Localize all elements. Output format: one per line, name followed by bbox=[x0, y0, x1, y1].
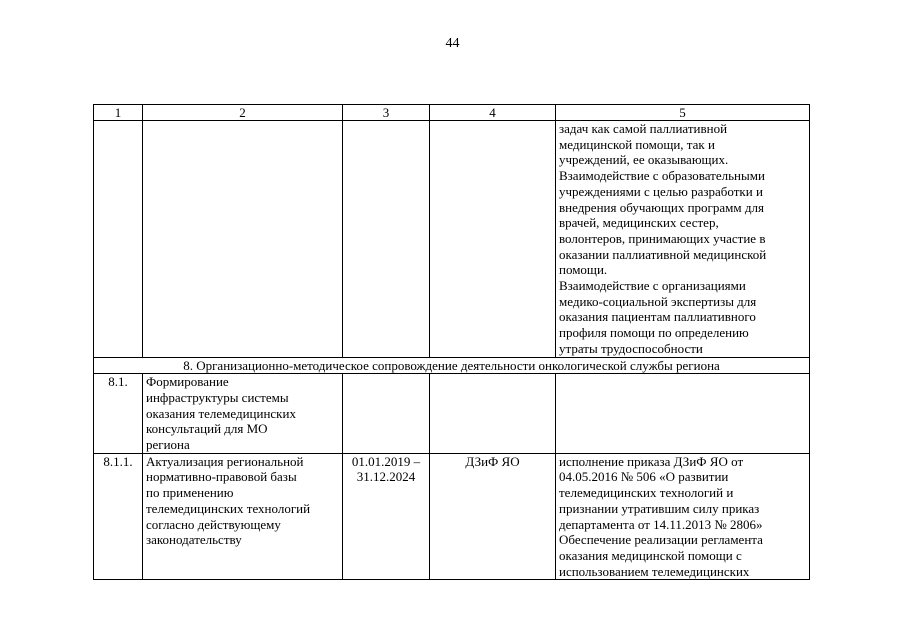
continuation-row bbox=[94, 121, 810, 358]
text-line: оказания медицинской помощи с bbox=[559, 547, 742, 563]
activity-cell bbox=[143, 453, 343, 580]
text-line: Взаимодействие с образовательными bbox=[559, 168, 765, 184]
text-line: законодательству bbox=[146, 532, 242, 548]
text-line: утраты трудоспособности bbox=[559, 340, 703, 356]
text-line: врачей, медицинских сестер, bbox=[559, 215, 719, 231]
text-line: консультаций для МО bbox=[146, 421, 268, 437]
continuation-description-cell bbox=[556, 121, 810, 358]
table-row-8-1-1 bbox=[94, 453, 810, 580]
text-line: нормативно-правовой базы bbox=[146, 469, 297, 485]
text-line: волонтеров, принимающих участие в bbox=[559, 230, 766, 246]
text-line: по применению bbox=[146, 485, 234, 501]
description-cell bbox=[556, 453, 810, 580]
text-line: помощи. bbox=[559, 262, 608, 278]
text-line: 01.01.2019 – bbox=[351, 453, 421, 469]
text-line: Взаимодействие с организациями bbox=[559, 278, 746, 294]
responsible-cell: ДЗиФ ЯО bbox=[430, 453, 556, 580]
page-number: 44 bbox=[445, 36, 460, 51]
header-cell-1: 1 bbox=[94, 105, 143, 121]
period-cell bbox=[343, 453, 430, 580]
description-cell bbox=[556, 374, 810, 454]
section-row bbox=[94, 357, 810, 374]
text-line: инфраструктуры системы bbox=[146, 389, 289, 405]
text-line: исполнение приказа ДЗиФ ЯО от bbox=[559, 453, 744, 469]
text-line: учреждений, ее оказывающих. bbox=[559, 152, 729, 168]
header-cell-4: 4 bbox=[430, 105, 556, 121]
text-line: 31.12.2024 bbox=[356, 469, 416, 485]
activity-cell bbox=[143, 374, 343, 454]
text-line: Обеспечение реализации регламента bbox=[559, 532, 763, 548]
continuation-num-cell bbox=[94, 121, 143, 358]
continuation-col2-cell bbox=[143, 121, 343, 358]
text-line: оказания пациентам паллиативного bbox=[559, 309, 756, 325]
text-line: оказания телемедицинских bbox=[146, 405, 296, 421]
text-line: задач как самой паллиативной bbox=[559, 121, 728, 136]
text-line: внедрения обучающих программ для bbox=[559, 199, 764, 215]
text-line: региона bbox=[146, 437, 190, 453]
header-cell-2: 2 bbox=[143, 105, 343, 121]
table-row-8-1 bbox=[94, 374, 810, 454]
header-cell-3: 3 bbox=[343, 105, 430, 121]
text-line: департамента от 14.11.2013 № 2806» bbox=[559, 516, 763, 532]
plan-table bbox=[93, 104, 810, 580]
row-number: 8.1. bbox=[94, 374, 143, 454]
continuation-col3-cell bbox=[343, 121, 430, 358]
text-line: 04.05.2016 № 506 «О развитии bbox=[559, 469, 729, 485]
text-line: Актуализация региональной bbox=[146, 453, 304, 469]
section-title: 8. Организационно-методическое сопровождение деятельности онкологической службы региона bbox=[94, 357, 810, 374]
responsible-cell bbox=[430, 374, 556, 454]
text-line: медицинской помощи, так и bbox=[559, 136, 715, 152]
text-line: профиля помощи по определению bbox=[559, 325, 749, 341]
text-line: признании утратившим силу приказ bbox=[559, 500, 760, 516]
text-line: согласно действующему bbox=[146, 516, 281, 532]
text-line: телемедицинских технологий bbox=[146, 500, 311, 516]
text-line: Формирование bbox=[146, 374, 229, 390]
table-header-row bbox=[94, 105, 810, 121]
text-line: телемедицинских технологий и bbox=[559, 485, 734, 501]
text-line: оказании паллиативной медицинской bbox=[559, 246, 767, 262]
header-cell-5: 5 bbox=[556, 105, 810, 121]
period-cell bbox=[343, 374, 430, 454]
row-number: 8.1.1. bbox=[94, 453, 143, 580]
text-line: использованием телемедицинских bbox=[559, 563, 750, 579]
text-line: учреждениями с целью разработки и bbox=[559, 183, 763, 199]
text-line: медико-социальной экспертизы для bbox=[559, 293, 757, 309]
continuation-col4-cell bbox=[430, 121, 556, 358]
